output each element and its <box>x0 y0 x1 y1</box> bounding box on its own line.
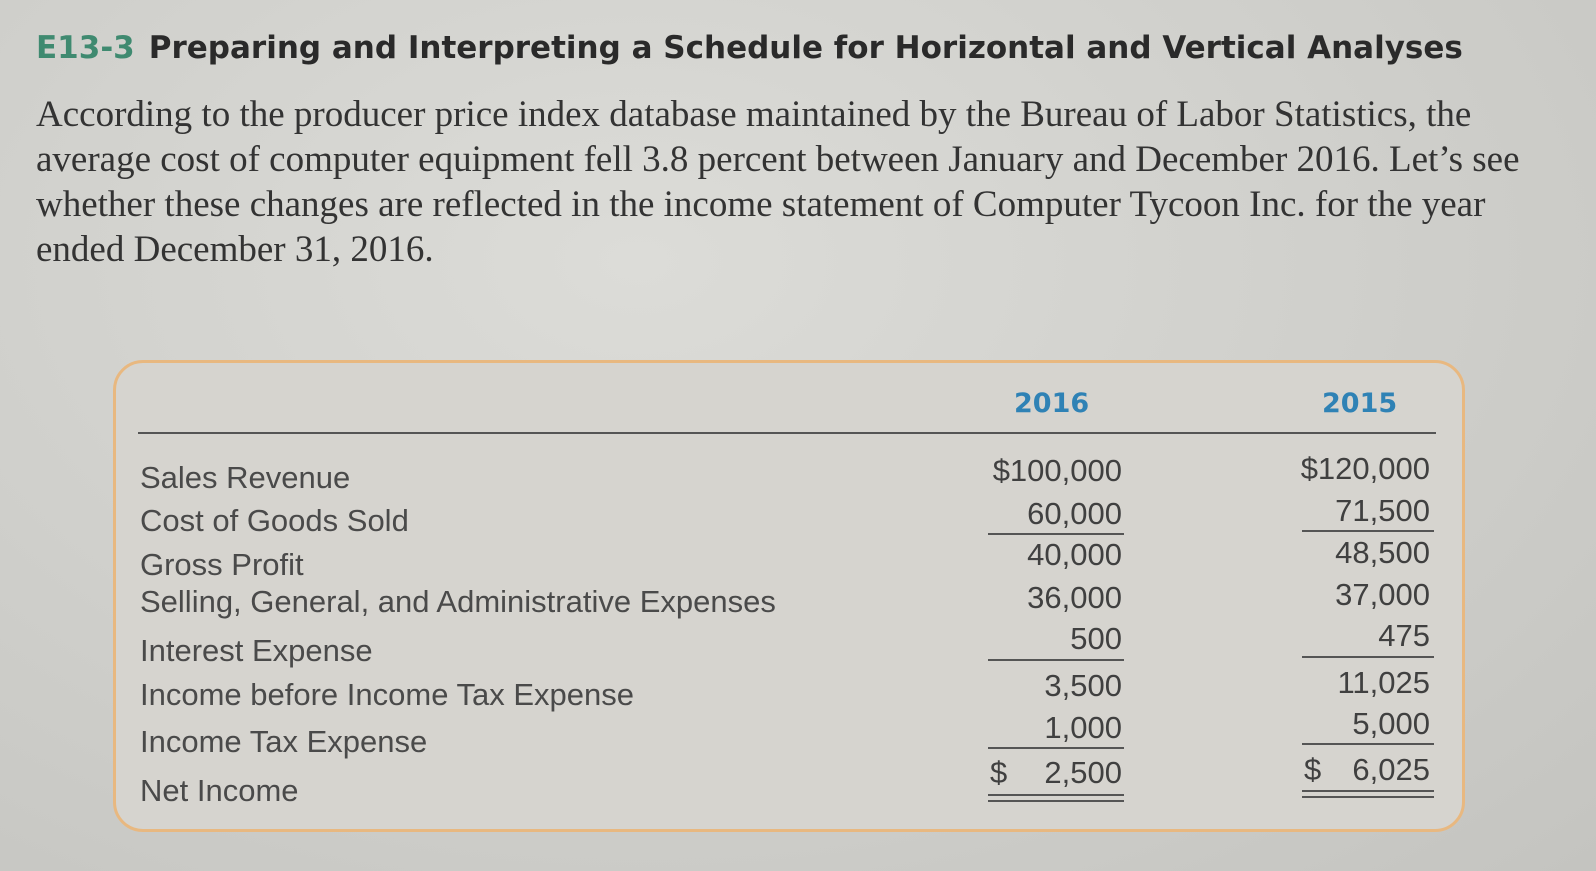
value-2015-gross-profit: 48,500 <box>1335 535 1430 570</box>
value-2015-cost-of-goods-sold: 71,500 <box>1335 493 1430 528</box>
row-label-income-before-tax: Income before Income Tax Expense <box>140 677 634 712</box>
row-label-income-tax-expense: Income Tax Expense <box>140 724 428 759</box>
exercise-code: E13-3 <box>36 30 135 66</box>
value-2016-income-tax-expense: 1,000 <box>1044 710 1122 745</box>
row-label-sga-expenses: Selling, General, and Administrative Expenses <box>140 584 776 619</box>
row-label-gross-profit: Gross Profit <box>140 547 304 582</box>
row-label-net-income: Net Income <box>140 773 299 808</box>
value-2015-sga-expenses: 37,000 <box>1335 577 1430 612</box>
value-2016-gross-profit: 40,000 <box>1027 537 1122 572</box>
value-2015-income-tax-expense: 5,000 <box>1352 706 1430 741</box>
exercise-heading <box>36 30 1463 66</box>
subtotal-rule-2016 <box>988 659 1124 661</box>
row-label-sales-revenue: Sales Revenue <box>140 460 351 495</box>
dollar-sign-2016: $ <box>990 755 1008 790</box>
value-2015-net-income: 6,025 <box>1352 752 1430 787</box>
exercise-intro: According to the producer price index database maintained by the Bureau of Labor Statistics, the average cost of computer equipment fell 3.8 percent between January and December 2016. Let’s see whether these changes are reflected in the income statement of Computer Tycoon Inc. for the year ended December 31, 2016. <box>36 94 1520 270</box>
double-rule-2015-bottom <box>1302 796 1434 798</box>
column-header-2016: 2016 <box>1014 388 1090 419</box>
double-rule-2015-top <box>1302 790 1434 792</box>
header-rule <box>138 432 1436 434</box>
value-2016-sga-expenses: 36,000 <box>1027 580 1122 615</box>
subtotal-rule-2016 <box>988 533 1124 535</box>
double-rule-2016-bottom <box>988 800 1124 802</box>
value-2016-net-income: 2,500 <box>1044 755 1122 790</box>
value-2016-sales-revenue: $100,000 <box>992 453 1122 488</box>
value-2016-interest-expense: 500 <box>1070 621 1122 656</box>
value-2015-interest-expense: 475 <box>1378 618 1430 653</box>
subtotal-rule-2015 <box>1302 656 1434 658</box>
exercise-title: Preparing and Interpreting a Schedule for Horizontal and Vertical Analyses <box>148 30 1463 66</box>
double-rule-2016-top <box>988 794 1124 796</box>
subtotal-rule-2015 <box>1302 743 1434 745</box>
dollar-sign-2015: $ <box>1304 752 1322 787</box>
subtotal-rule-2016 <box>988 747 1124 749</box>
value-2016-cost-of-goods-sold: 60,000 <box>1027 496 1122 531</box>
row-label-interest-expense: Interest Expense <box>140 633 373 668</box>
column-header-2015: 2015 <box>1322 388 1398 419</box>
value-2015-sales-revenue: $120,000 <box>1300 451 1430 486</box>
value-2015-income-before-tax: 11,025 <box>1337 665 1430 700</box>
row-label-cost-of-goods-sold: Cost of Goods Sold <box>140 503 409 538</box>
subtotal-rule-2015 <box>1302 530 1434 532</box>
value-2016-income-before-tax: 3,500 <box>1044 668 1122 703</box>
